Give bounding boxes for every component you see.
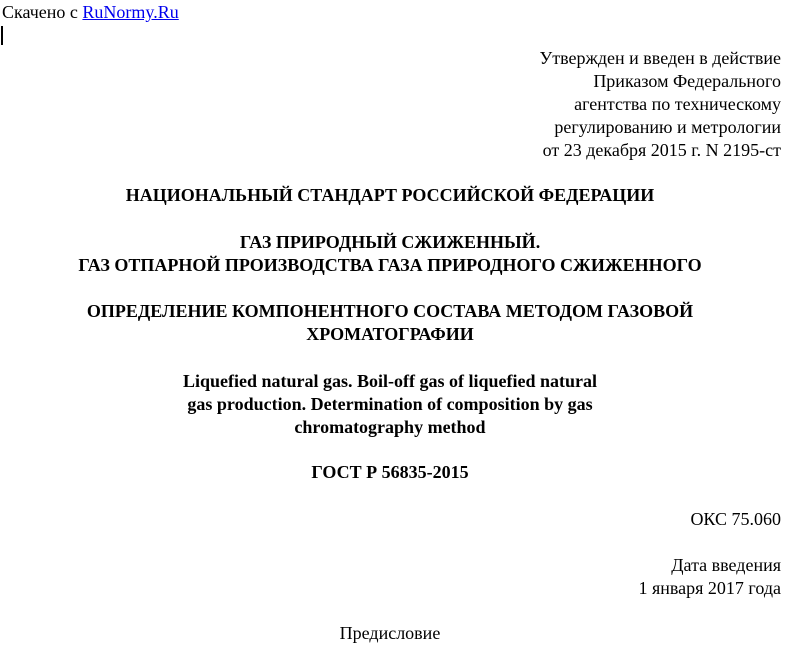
introduction-date-label: Дата введения — [671, 555, 781, 575]
approval-line: Приказом Федерального — [593, 71, 781, 91]
approval-line: агентства по техническому — [574, 94, 781, 114]
approval-block — [539, 47, 781, 162]
introduction-date-value: 1 января 2017 года — [638, 578, 781, 598]
text-cursor — [1, 26, 3, 45]
gas-title — [0, 231, 780, 277]
method-title — [0, 300, 780, 346]
method-title-line: ХРОМАТОГРАФИИ — [306, 324, 474, 344]
runormy-link[interactable]: RuNormy.Ru — [82, 2, 179, 22]
gas-title-line: ГАЗ ОТПАРНОЙ ПРОИЗВОДСТВА ГАЗА ПРИРОДНОГО СЖИЖЕННОГО — [78, 255, 702, 275]
approval-line: Утвержден и введен в действие — [539, 48, 781, 68]
english-title — [0, 370, 780, 439]
source-prefix: Скачено с — [2, 2, 83, 22]
gost-number-text: ГОСТ Р 56835-2015 — [311, 462, 469, 482]
gost-number — [0, 461, 780, 484]
english-title-line: chromatography method — [294, 417, 486, 437]
method-title-line: ОПРЕДЕЛЕНИЕ КОМПОНЕНТНОГО СОСТАВА МЕТОДОМ ГАЗОВОЙ — [86, 301, 694, 321]
english-title-line: Liquefied natural gas. Boil-off gas of liquefied natural — [182, 371, 598, 391]
oks-code: ОКС 75.060 — [690, 509, 781, 529]
standard-title-text: НАЦИОНАЛЬНЫЙ СТАНДАРТ РОССИЙСКОЙ ФЕДЕРАЦИИ — [125, 185, 655, 205]
preface-heading: Предисловие — [339, 623, 441, 643]
introduction-date — [638, 554, 781, 600]
source-line — [2, 2, 179, 23]
gas-title-line: ГАЗ ПРИРОДНЫЙ СЖИЖЕННЫЙ. — [239, 232, 541, 252]
english-title-line: gas production. Determination of composition by gas — [187, 394, 593, 414]
approval-line: регулированию и метрологии — [554, 117, 781, 137]
standard-title — [0, 184, 780, 207]
approval-line: от 23 декабря 2015 г. N 2195-ст — [542, 140, 781, 160]
